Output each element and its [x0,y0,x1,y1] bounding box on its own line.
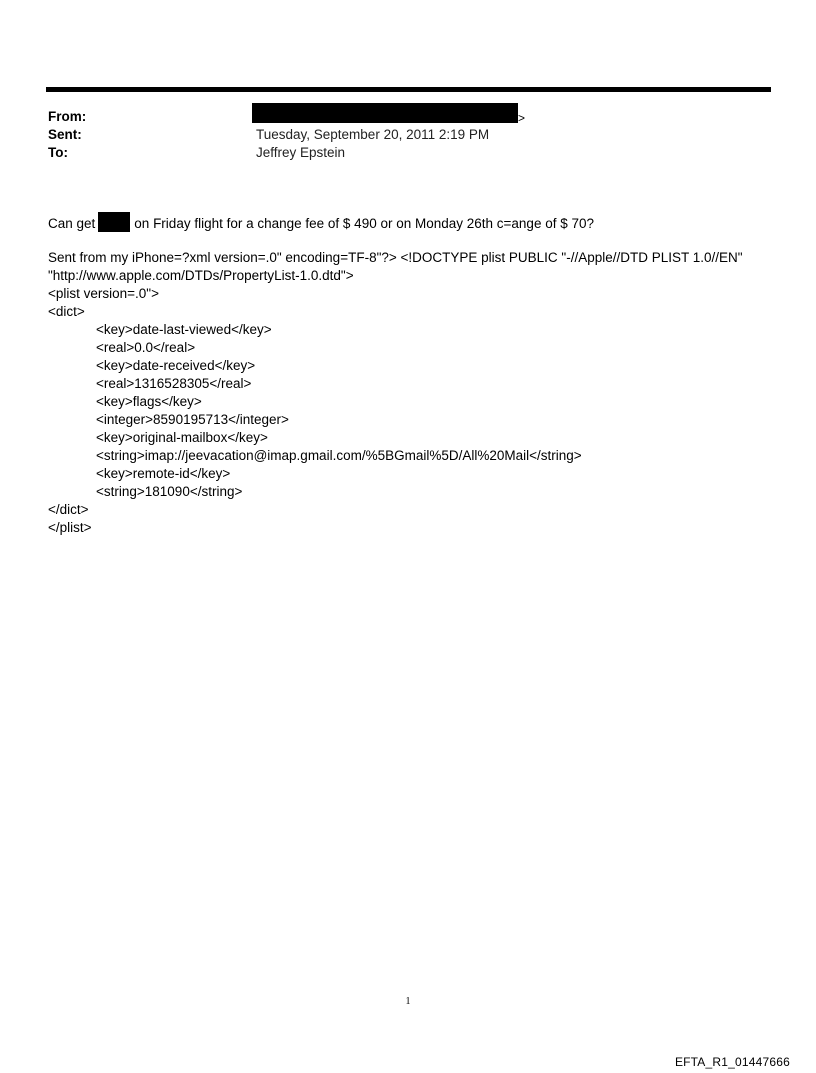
dict-entry: <integer>8590195713</integer> [96,412,289,427]
message-text-after: on Friday flight for a change fee of $ 490 or on Monday 26th c=ange of $ 70? [134,216,594,231]
dict-close: </dict> [48,502,89,517]
from-value-tail: > [518,111,526,125]
to-value: Jeffrey Epstein [256,145,346,160]
plist-close: </plist> [48,520,92,535]
dict-open: <dict> [48,304,85,319]
dict-entry: <string>181090</string> [96,484,243,499]
page-number: 1 [405,996,411,1007]
from-label: From: [48,109,87,124]
sent-from-line-2: "http://www.apple.com/DTDs/PropertyList-1.0.dtd"> [48,268,354,283]
message-line-1 [48,215,788,233]
dict-entry: <real>1316528305</real> [96,376,252,391]
sent-label: Sent: [48,127,82,142]
dict-entry: <real>0.0</real> [96,340,196,355]
dict-entry: <key>date-last-viewed</key> [96,322,272,337]
message-redaction [98,212,130,232]
plist-open: <plist version=.0"> [48,286,159,301]
sent-value: Tuesday, September 20, 2011 2:19 PM [256,127,490,142]
message-body [48,215,788,537]
dict-entry: <key>remote-id</key> [96,466,231,481]
dict-entry: <string>imap://jeevacation@imap.gmail.com/%5BGmail%5D/All%20Mail</string> [96,448,582,463]
sent-from-line-1: Sent from my iPhone=?xml version=.0" encoding=TF-8"?> <!DOCTYPE plist PUBLIC "-//Apple//DTD PLIST 1.0//EN" [48,250,743,265]
from-redaction [252,103,518,123]
message-text-before: Can get [48,216,96,231]
dict-entry: <key>original-mailbox</key> [96,430,268,445]
dict-entry: <key>flags</key> [96,394,202,409]
to-label: To: [48,145,68,160]
document-id: EFTA_R1_01447666 [674,1055,790,1069]
header-rule [46,87,771,92]
dict-entry: <key>date-received</key> [96,358,256,373]
